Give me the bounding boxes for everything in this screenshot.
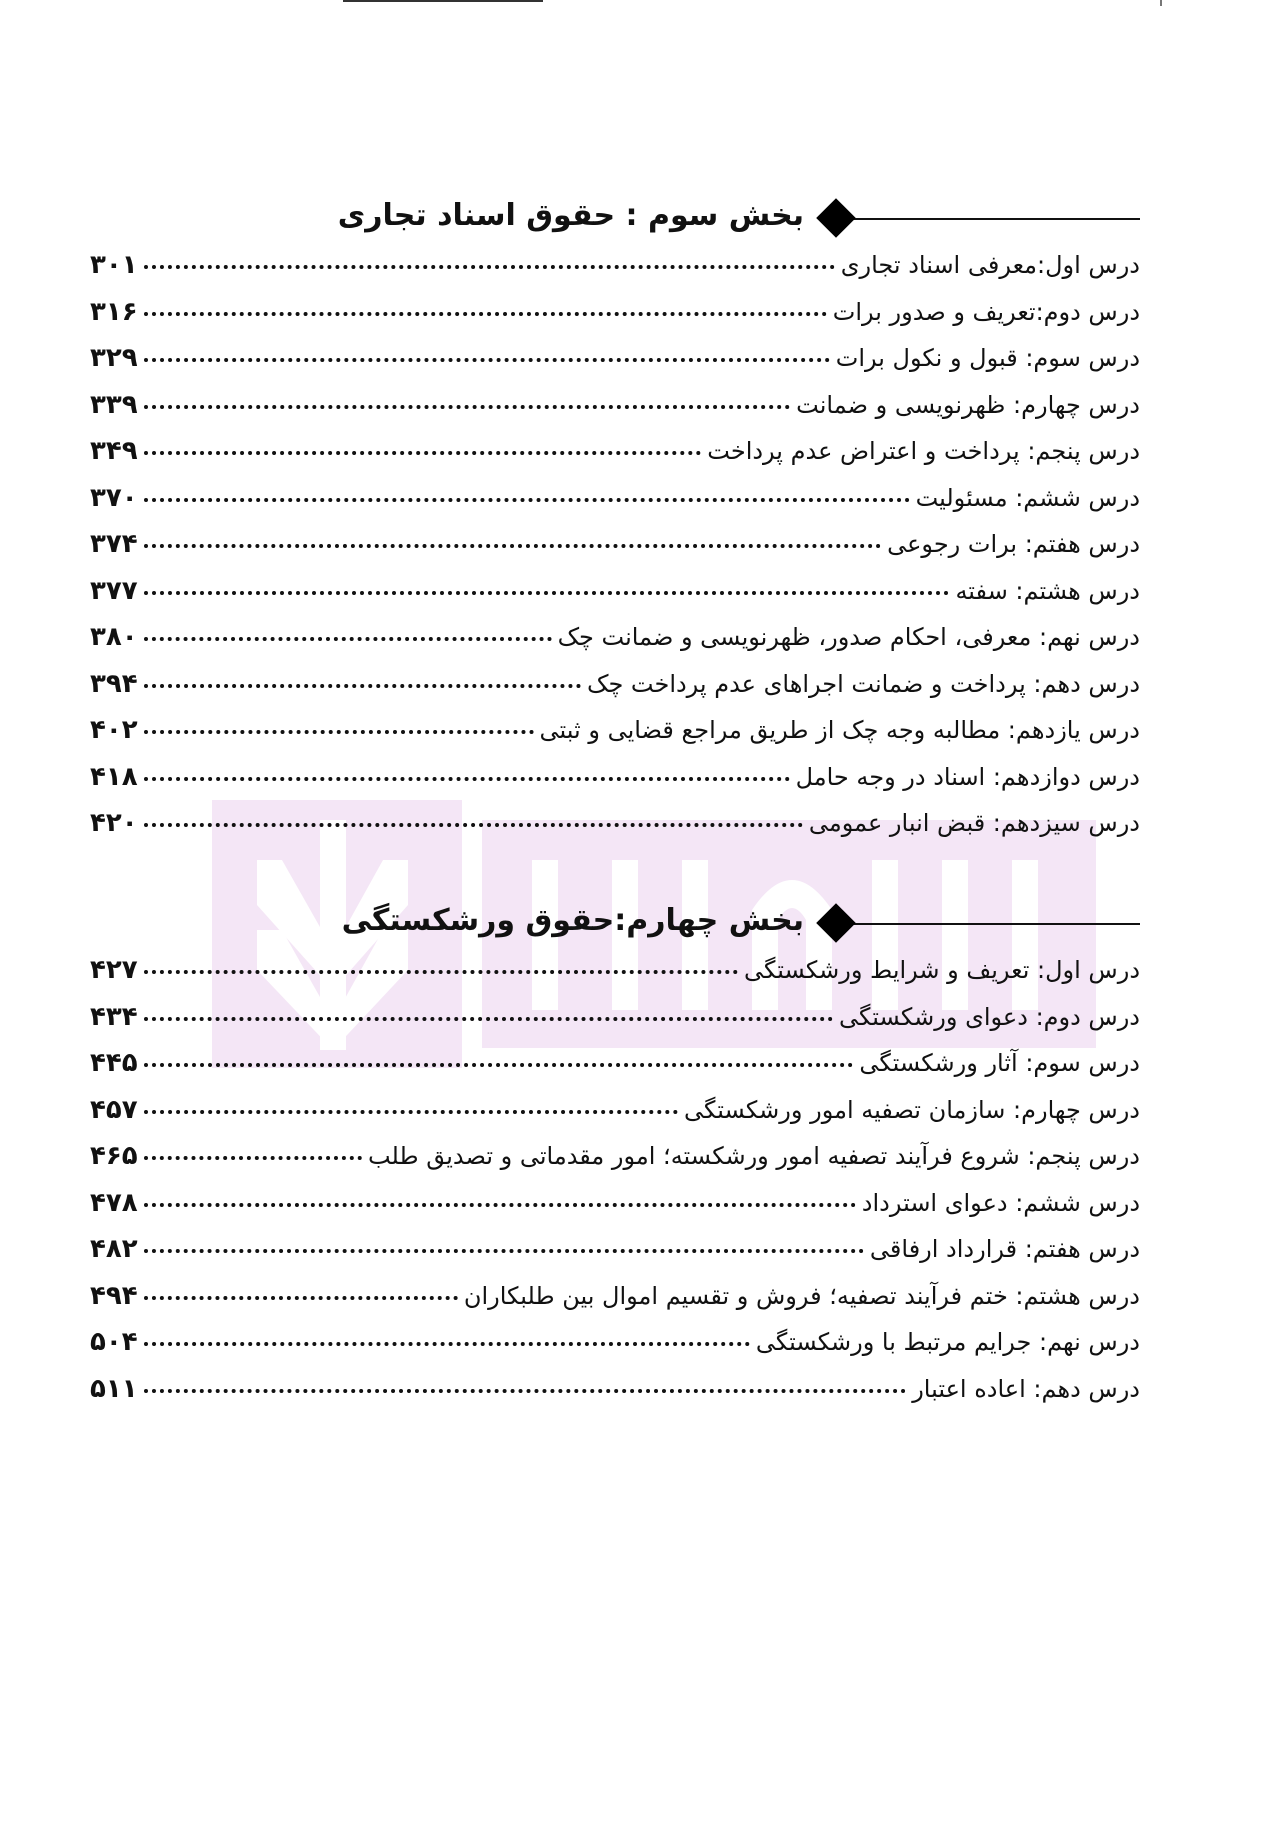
toc-entry[interactable] (90, 808, 1140, 855)
toc-list (90, 250, 1140, 855)
toc-entry-label: درس دوازدهم: اسناد در وجه حامل (795, 762, 1140, 791)
toc-entry[interactable] (90, 955, 1140, 1002)
toc-entry-page: ۴۸۲ (90, 1234, 138, 1264)
toc-entry[interactable] (90, 250, 1140, 297)
toc-entry-label: درس ششم: دعوای استرداد (861, 1188, 1140, 1217)
toc-entry-label: درس اول: تعریف و شرایط ورشکستگی (743, 956, 1140, 984)
dot-leader (144, 1203, 856, 1207)
section-title: بخش سوم : حقوق اسناد تجاری (337, 198, 804, 233)
toc-entry-page: ۴۰۲ (90, 715, 138, 745)
toc-entry[interactable] (90, 436, 1140, 483)
toc-entry-label: درس یازدهم: مطالبه وجه چک از طریق مراجع قضایی و ثبتی (539, 716, 1140, 744)
toc-entry-label: درس چهارم: سازمان تصفیه امور ورشکستگی (684, 1095, 1140, 1124)
toc-entry-label: درس دوم:تعریف و صدور برات (832, 297, 1140, 326)
toc-entry-page: ۴۴۵ (90, 1048, 138, 1078)
toc-entry[interactable] (90, 576, 1140, 623)
toc-entry[interactable] (90, 762, 1140, 809)
dot-leader (144, 1110, 678, 1114)
toc-entry-label: درس پنجم: پرداخت و اعتراض عدم پرداخت (707, 437, 1140, 465)
diamond-bullet-icon (816, 198, 856, 238)
dot-leader (144, 265, 835, 269)
toc-entry-page: ۳۷۴ (90, 529, 138, 559)
toc-entry-page: ۴۵۷ (90, 1094, 138, 1125)
toc-entry[interactable] (90, 1002, 1140, 1049)
toc-entry[interactable] (90, 1141, 1140, 1188)
dot-leader (144, 1156, 362, 1160)
dot-leader (144, 591, 949, 595)
toc-entry-label: درس دهم: اعاده اعتبار (912, 1374, 1140, 1403)
toc-entry-page: ۳۳۹ (90, 389, 138, 420)
toc-entry-label: درس دهم: پرداخت و ضمانت اجراهای عدم پرداخت چک (586, 669, 1140, 698)
toc-entry[interactable] (90, 390, 1140, 437)
toc-entry-label: درس هفتم: برات رجوعی (887, 530, 1140, 558)
dot-leader (144, 823, 803, 827)
toc-entry-page: ۳۱۶ (90, 296, 138, 327)
toc-entry-page: ۵۱۱ (90, 1373, 138, 1404)
toc-entry[interactable] (90, 1327, 1140, 1374)
dot-leader (144, 1389, 906, 1393)
dot-leader (144, 1063, 853, 1067)
toc-entry-label: درس دوم: دعوای ورشکستگی (839, 1002, 1140, 1031)
toc-list (90, 955, 1140, 1420)
dot-leader (144, 1296, 458, 1300)
toc-entry-label: درس هشتم: ختم فرآیند تصفیه؛ فروش و تقسیم اموال بین طلبکاران (463, 1281, 1140, 1310)
toc-entry[interactable] (90, 343, 1140, 390)
toc-entry-label: درس اول:معرفی اسناد تجاری (840, 251, 1140, 279)
toc-entry[interactable] (90, 1281, 1140, 1328)
diamond-bullet-icon (816, 903, 856, 943)
top-edge-tick (1160, 0, 1162, 6)
toc-entry-label: درس ششم: مسئولیت (915, 483, 1140, 512)
dot-leader (144, 970, 738, 974)
toc-entry-page: ۳۲۹ (90, 343, 138, 373)
dot-leader (144, 312, 827, 316)
toc-entry[interactable] (90, 1095, 1140, 1142)
toc-entry[interactable] (90, 1374, 1140, 1421)
toc-entry-page: ۳۷۰ (90, 482, 138, 513)
toc-entry-page: ۳۷۷ (90, 575, 138, 606)
toc-entry[interactable] (90, 715, 1140, 762)
toc-entry-page: ۳۰۱ (90, 250, 138, 280)
toc-entry[interactable] (90, 1048, 1140, 1095)
section-header (90, 190, 1140, 250)
dot-leader (144, 451, 701, 455)
toc-entry[interactable] (90, 297, 1140, 344)
toc-section-bankruptcy (90, 895, 1140, 1420)
dot-leader (144, 684, 581, 688)
dot-leader (144, 498, 910, 502)
dot-leader (144, 1249, 864, 1253)
toc-entry[interactable] (90, 1188, 1140, 1235)
toc-entry[interactable] (90, 1234, 1140, 1281)
toc-entry-page: ۴۷۸ (90, 1187, 138, 1218)
toc-entry-page: ۴۱۸ (90, 761, 138, 792)
toc-section-commercial-papers (90, 190, 1140, 855)
toc-entry-label: درس سوم: قبول و نکول برات (835, 344, 1140, 372)
section-title: بخش چهارم:حقوق ورشکستگی (341, 903, 804, 938)
dot-leader (144, 730, 534, 734)
section-rule (835, 923, 1140, 925)
dot-leader (144, 637, 552, 641)
toc-entry-label: درس هفتم: قرارداد ارفاقی (869, 1235, 1140, 1263)
dot-leader (144, 777, 790, 781)
toc-entry-page: ۳۸۰ (90, 622, 138, 652)
toc-entry-page: ۴۲۰ (90, 808, 138, 838)
toc-entry[interactable] (90, 669, 1140, 716)
toc-entry-label: درس پنجم: شروع فرآیند تصفیه امور ورشکسته؛ امور مقدماتی و تصدیق طلب (367, 1142, 1140, 1170)
dot-leader (144, 358, 830, 362)
toc-entry-page: ۴۲۷ (90, 955, 138, 985)
dot-leader (144, 544, 881, 548)
dot-leader (144, 1017, 833, 1021)
toc-entry-page: ۳۴۹ (90, 436, 138, 466)
toc-entry-label: درس سوم: آثار ورشکستگی (859, 1049, 1140, 1077)
toc-entry-label: درس نهم: جرایم مرتبط با ورشکستگی (755, 1328, 1140, 1356)
toc-entry[interactable] (90, 529, 1140, 576)
toc-entry-label: درس سیزدهم: قبض انبار عمومی (808, 809, 1140, 837)
toc-entry-page: ۴۳۴ (90, 1001, 138, 1032)
toc-entry-page: ۴۶۵ (90, 1141, 138, 1171)
toc-entry-page: ۳۹۴ (90, 668, 138, 699)
toc-entry-page: ۵۰۴ (90, 1327, 138, 1357)
section-rule (835, 218, 1140, 220)
toc-entry-label: درس نهم: معرفی، احکام صدور، ظهرنویسی و ضمانت چک (557, 623, 1140, 651)
section-header (90, 895, 1140, 955)
toc-entry[interactable] (90, 483, 1140, 530)
toc-entry[interactable] (90, 622, 1140, 669)
toc-entry-label: درس چهارم: ظهرنویسی و ضمانت (796, 390, 1140, 419)
dot-leader (144, 405, 790, 409)
toc-entry-label: درس هشتم: سفته (955, 576, 1140, 605)
toc-entry-page: ۴۹۴ (90, 1280, 138, 1311)
top-edge-rule (343, 0, 543, 2)
dot-leader (144, 1342, 750, 1346)
